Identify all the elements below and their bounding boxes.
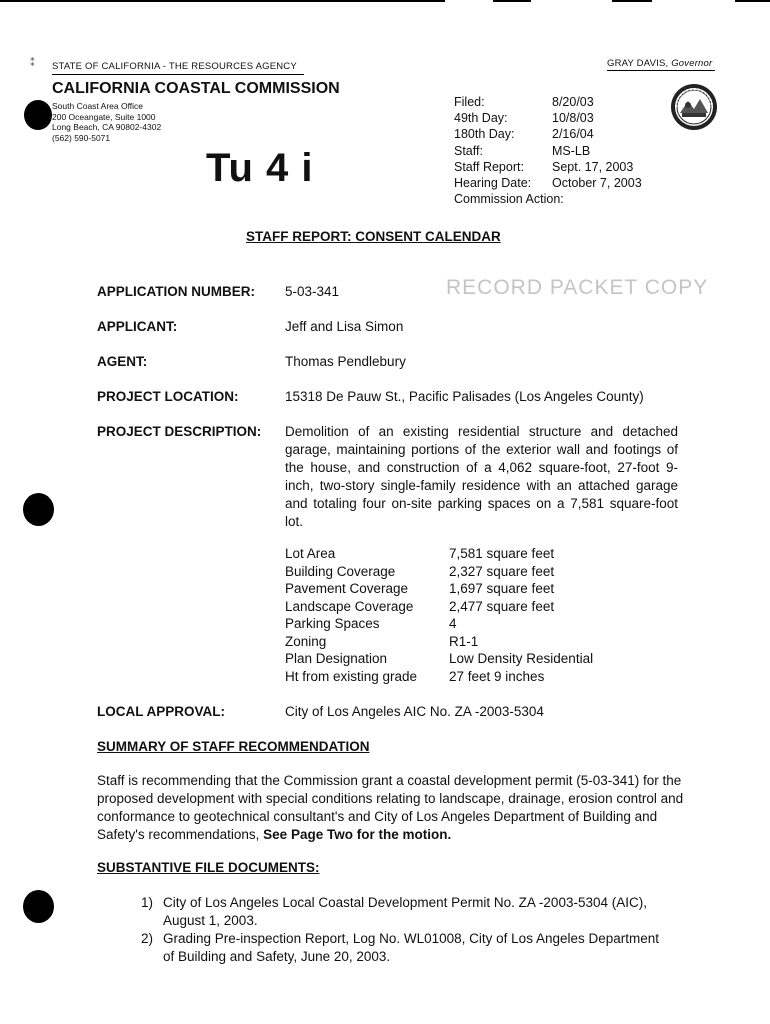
local-approval-label: LOCAL APPROVAL: — [97, 704, 225, 719]
filing-value: 8/20/03 — [552, 95, 594, 109]
filing-row — [454, 126, 642, 142]
binder-hole — [24, 100, 52, 130]
office-address — [52, 101, 161, 143]
office-line: (562) 590-5071 — [52, 132, 111, 143]
top-border-line-segment — [735, 0, 770, 2]
filing-label: 49th Day: — [454, 111, 508, 126]
list-item — [141, 930, 661, 966]
state-seal-icon — [670, 83, 718, 131]
top-border-line-segment — [493, 0, 531, 2]
stat-label: Pavement Coverage — [285, 581, 409, 596]
agenda-item-code: Tu 4 i — [206, 146, 314, 190]
stat-label: Ht from existing grade — [285, 668, 418, 684]
filing-row — [454, 191, 642, 207]
agent-label: AGENT: — [97, 354, 148, 369]
filing-label: Filed: — [454, 95, 485, 109]
summary-heading: SUMMARY OF STAFF RECOMMENDATION — [97, 739, 370, 754]
stat-row — [285, 615, 593, 633]
stat-label: Plan Designation — [285, 651, 388, 666]
stat-row — [285, 563, 593, 581]
stat-row — [285, 633, 593, 651]
project-description-value: Demolition of an existing residential structure and detached garage, maintaining portions of the exterior wall and footings of the house, and construction of a 4,062 square-foot, 27-foot 9-inch, two-story single-family residence with an attached garage and totaling four on-site parking spaces on a 7,581 square-foot lot. — [285, 424, 678, 529]
stat-row — [285, 545, 593, 563]
office-line: 200 Oceangate, Suite 1000 — [52, 111, 156, 122]
list-item — [141, 894, 661, 930]
governor-title: Governor — [671, 58, 713, 69]
filing-row — [454, 159, 642, 175]
list-item-text: City of Los Angeles Local Coastal Development Permit No. ZA -2003-5304 (AIC), August 1, 2003. — [163, 895, 647, 928]
stat-value: 1,697 square feet — [449, 581, 555, 596]
filing-value: Sept. 17, 2003 — [552, 159, 634, 174]
local-approval-value: City of Los Angeles AIC No. ZA -2003-5304 — [285, 704, 544, 719]
record-packet-stamp: RECORD PACKET COPY — [446, 276, 709, 299]
project-location-label: PROJECT LOCATION: — [97, 389, 239, 404]
filing-label: Commission Action: — [454, 192, 564, 207]
filing-label: 180th Day: — [454, 127, 515, 142]
stat-row — [285, 650, 593, 668]
stat-value: R1-1 — [449, 633, 479, 649]
list-item-text: Grading Pre-inspection Report, Log No. WL01008, City of Los Angeles Department of Building and Safety, June 20, 2003. — [163, 931, 660, 964]
applicant-label: APPLICANT: — [97, 319, 178, 334]
file-documents-list — [141, 894, 661, 966]
filing-row — [454, 94, 642, 110]
top-border-line — [0, 0, 445, 2]
binder-hole — [23, 890, 54, 923]
filing-dates-table — [454, 94, 642, 207]
filing-value: 2/16/04 — [552, 127, 594, 142]
governor-name: GRAY DAVIS, — [607, 58, 669, 69]
stat-label: Lot Area — [285, 546, 336, 561]
filing-label: Staff: — [454, 143, 483, 158]
agency-name: STATE OF CALIFORNIA - THE RESOURCES AGENCY — [52, 61, 297, 72]
office-line: South Coast Area Office — [52, 101, 144, 111]
governor-underline — [607, 70, 715, 71]
stat-label: Building Coverage — [285, 563, 396, 579]
top-border-line-segment — [612, 0, 652, 2]
project-description-label: PROJECT DESCRIPTION: — [97, 424, 262, 439]
summary-text: Staff is recommending that the Commission grant a coastal development permit (5-03-341) for the proposed development with special conditions relating to landscape, drainage, erosion control and conformance to geotechnical consultant's and City of Los Angeles Department of Building and Safety's recommendations, — [97, 773, 684, 842]
stat-row — [285, 580, 593, 598]
stat-value: 2,477 square feet — [449, 598, 555, 614]
report-title: STAFF REPORT: CONSENT CALENDAR — [246, 229, 501, 244]
filing-label: Hearing Date: — [454, 176, 532, 191]
application-number-label: APPLICATION NUMBER: — [97, 284, 255, 299]
project-stats-table — [285, 545, 593, 685]
list-item-number: 2) — [141, 931, 154, 946]
stat-value: 7,581 square feet — [449, 546, 555, 561]
stat-label: Zoning — [285, 633, 327, 649]
file-documents-heading: SUBSTANTIVE FILE DOCUMENTS: — [97, 860, 320, 875]
filing-row — [454, 175, 642, 191]
agent-value: Thomas Pendlebury — [285, 354, 406, 369]
governor-line — [607, 58, 712, 69]
commission-name: CALIFORNIA COASTAL COMMISSION — [52, 80, 340, 97]
stat-label: Landscape Coverage — [285, 598, 414, 614]
stat-value: 27 feet 9 inches — [449, 668, 545, 684]
filing-row — [454, 110, 642, 126]
stat-value: 4 — [449, 616, 457, 631]
stat-row — [285, 668, 593, 686]
filing-value: October 7, 2003 — [552, 176, 642, 191]
stat-row — [285, 598, 593, 616]
stat-label: Parking Spaces — [285, 616, 380, 631]
applicant-value: Jeff and Lisa Simon — [285, 319, 404, 334]
binder-hole — [23, 493, 54, 526]
stat-value: 2,327 square feet — [449, 563, 555, 579]
list-item-number: 1) — [141, 895, 154, 910]
agency-underline — [52, 74, 304, 75]
filing-value: 10/8/03 — [552, 111, 594, 126]
stat-value: Low Density Residential — [449, 651, 594, 666]
application-number-value: 5-03-341 — [285, 284, 340, 299]
filing-label: Staff Report: — [454, 159, 524, 174]
summary-paragraph — [97, 772, 697, 844]
project-location-value: 15318 De Pauw St., Pacific Palisades (Los Angeles County) — [285, 389, 644, 404]
margin-mark: ⁑ — [30, 58, 35, 69]
summary-emphasis: See Page Two for the motion. — [263, 827, 452, 842]
office-line: Long Beach, CA 90802-4302 — [52, 122, 162, 132]
filing-value: MS-LB — [552, 143, 591, 158]
filing-row — [454, 143, 642, 159]
